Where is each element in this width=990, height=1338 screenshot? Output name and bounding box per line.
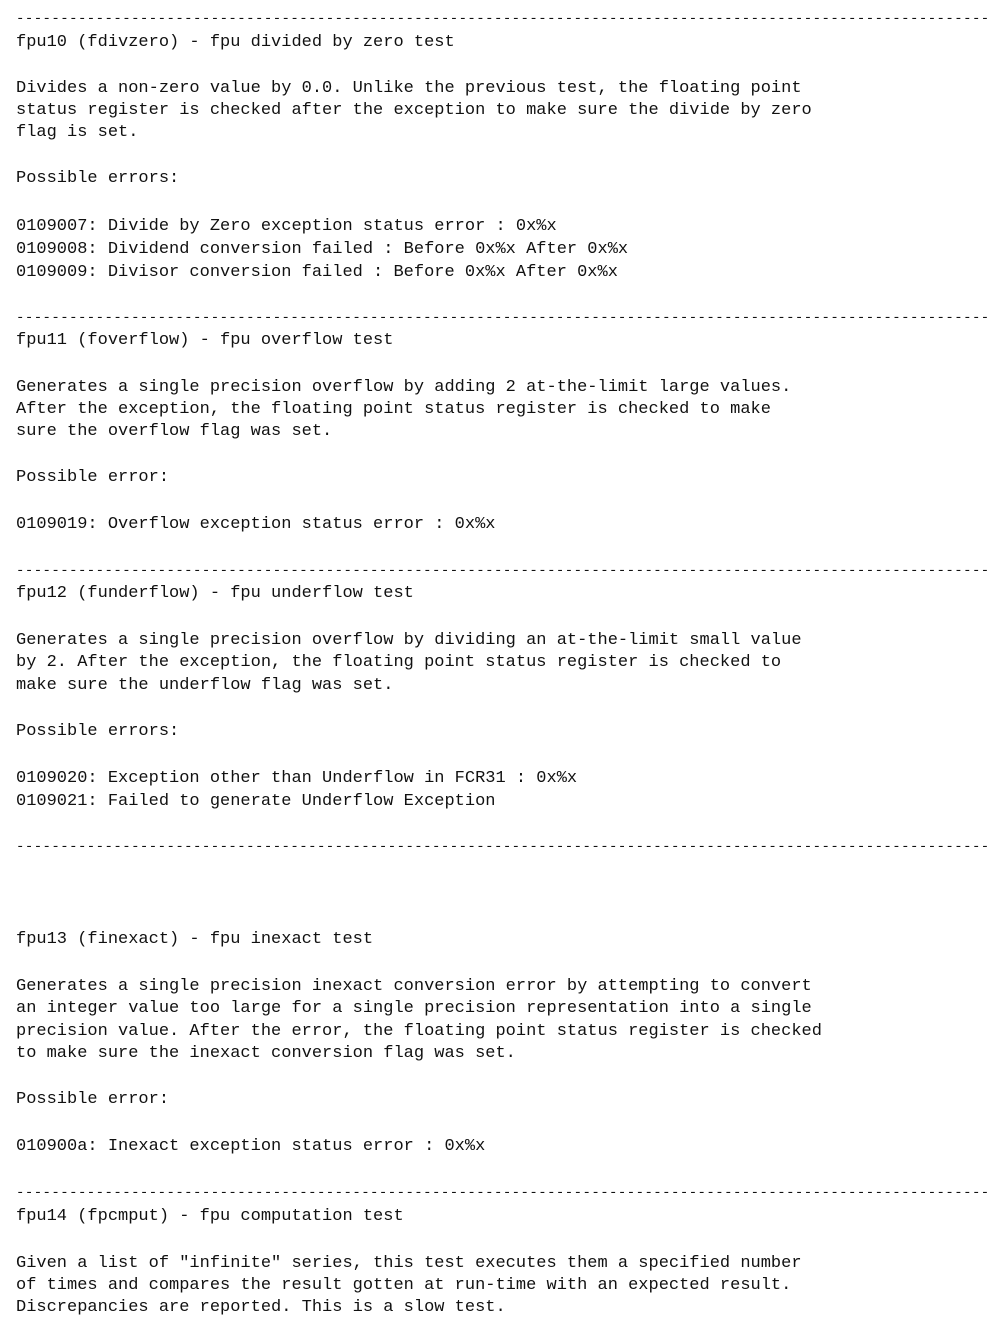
error-line: 0109020: Exception other than Underflow in FCR31 : 0x%x <box>16 769 578 788</box>
separator-line: -------------------------------------------------------------------------------------------------------------- <box>16 11 990 27</box>
description-line: by 2. After the exception, the floating point status register is checked to <box>16 653 782 672</box>
section-title: fpu11 (foverflow) - fpu overflow test <box>16 331 394 350</box>
separator-line: -------------------------------------------------------------------------------------------------------------- <box>16 1185 990 1201</box>
description-line: an integer value too large for a single precision representation into a single <box>16 999 812 1018</box>
section-title: fpu12 (funderflow) - fpu underflow test <box>16 584 414 603</box>
section-title: fpu10 (fdivzero) - fpu divided by zero test <box>16 33 455 52</box>
description-line: Given a list of "infinite" series, this test executes them a specified number <box>16 1254 802 1273</box>
errors-heading: Possible error: <box>16 1090 170 1109</box>
error-line: 0109019: Overflow exception status error : 0x%x <box>16 515 496 534</box>
description-line: to make sure the inexact conversion flag was set. <box>16 1044 516 1063</box>
description-line: flag is set. <box>16 123 139 142</box>
description-line: Generates a single precision overflow by dividing an at-the-limit small value <box>16 631 802 650</box>
separator-line: -------------------------------------------------------------------------------------------------------------- <box>16 839 990 855</box>
error-line: 0109009: Divisor conversion failed : Before 0x%x After 0x%x <box>16 263 618 282</box>
description-line: make sure the underflow flag was set. <box>16 676 394 695</box>
section-title: fpu14 (fpcmput) - fpu computation test <box>16 1207 404 1226</box>
description-line: precision value. After the error, the floating point status register is checked <box>16 1022 822 1041</box>
description-line: Divides a non-zero value by 0.0. Unlike the previous test, the floating point <box>16 79 802 98</box>
description-line: Generates a single precision overflow by adding 2 at-the-limit large values. <box>16 378 792 397</box>
separator-line: -------------------------------------------------------------------------------------------------------------- <box>16 563 990 579</box>
description-line: After the exception, the floating point status register is checked to make <box>16 400 771 419</box>
description-line: of times and compares the result gotten at run-time with an expected result. <box>16 1276 792 1295</box>
error-line: 0109007: Divide by Zero exception status error : 0x%x <box>16 217 557 236</box>
error-line: 0109021: Failed to generate Underflow Exception <box>16 792 496 811</box>
description-line: sure the overflow flag was set. <box>16 422 333 441</box>
description-line: Generates a single precision inexact conversion error by attempting to convert <box>16 977 812 996</box>
description-line: status register is checked after the exception to make sure the divide by zero <box>16 101 812 120</box>
error-line: 010900a: Inexact exception status error : 0x%x <box>16 1137 486 1156</box>
errors-heading: Possible errors: <box>16 169 180 188</box>
errors-heading: Possible error: <box>16 468 170 487</box>
error-line: 0109008: Dividend conversion failed : Before 0x%x After 0x%x <box>16 240 629 259</box>
errors-heading: Possible errors: <box>16 722 180 741</box>
description-line: Discrepancies are reported. This is a slow test. <box>16 1298 506 1317</box>
section-title: fpu13 (finexact) - fpu inexact test <box>16 930 374 949</box>
separator-line: -------------------------------------------------------------------------------------------------------------- <box>16 310 990 326</box>
